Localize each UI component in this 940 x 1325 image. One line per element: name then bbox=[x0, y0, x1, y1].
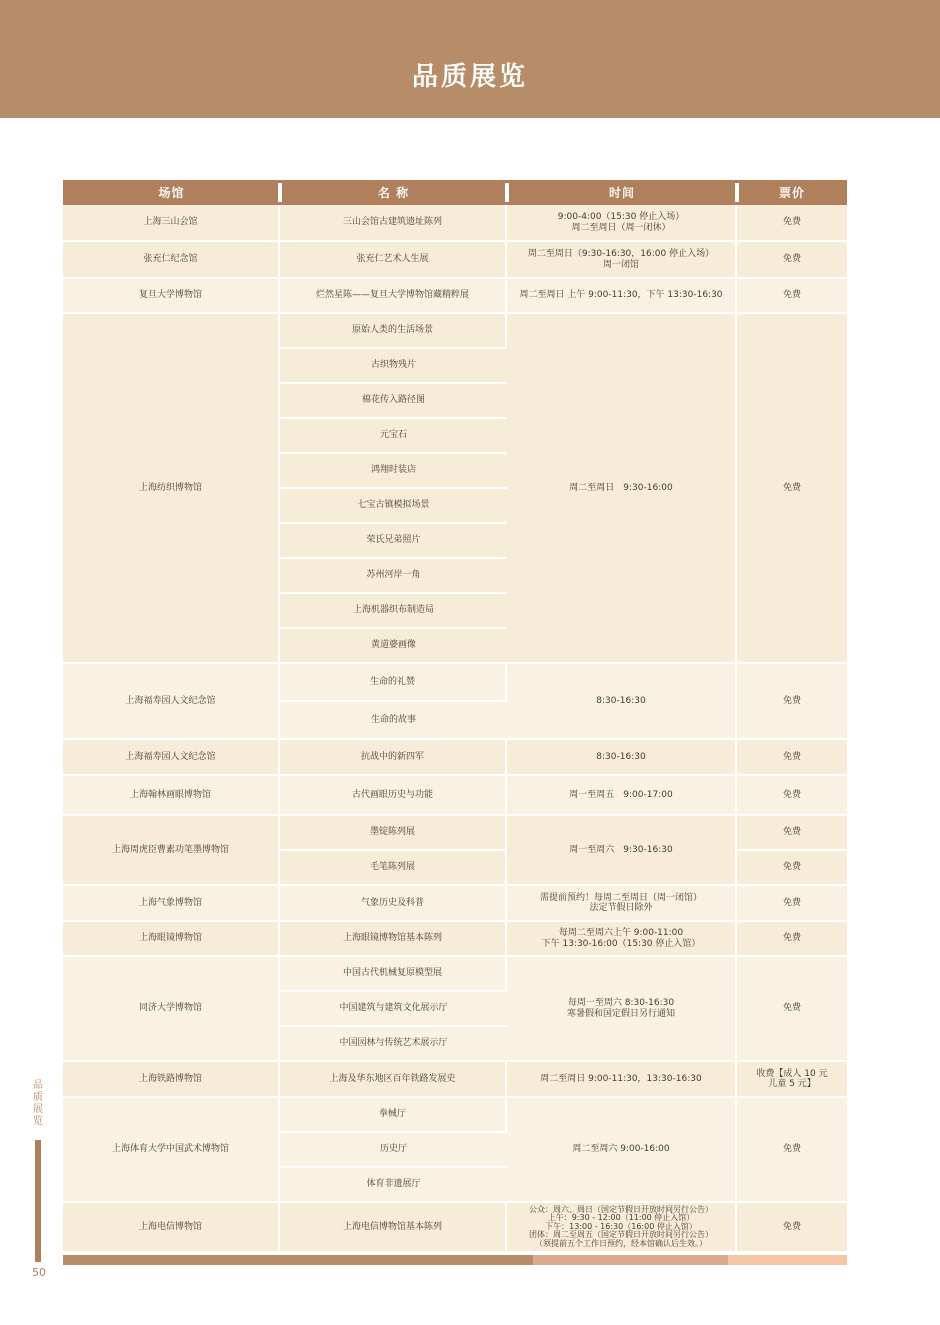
bottom-bar-segment bbox=[533, 1255, 728, 1265]
page-title: 品质展览 bbox=[411, 62, 528, 92]
opening-hours-cell: 周二至周日 9:00-11:30，13:30-16:30 bbox=[507, 1062, 737, 1098]
exhibition-name-cell: 原始人类的生活场景 bbox=[280, 314, 507, 349]
ticket-price-cell: 免费 bbox=[737, 922, 847, 957]
venue-cell: 同济大学博物馆 bbox=[63, 957, 280, 1062]
opening-hours-cell: 周二至周日 上午 9:00-11:30，下午 13:30-16:30 bbox=[507, 279, 737, 314]
table-row bbox=[63, 279, 847, 314]
bottom-bar-segment bbox=[63, 1255, 533, 1265]
ticket-price-cell: 免费 bbox=[737, 664, 847, 740]
exhibition-table-container bbox=[63, 180, 847, 1253]
ticket-price-cell: 免费 bbox=[737, 740, 847, 776]
exhibition-name-cell: 七宝古镇模拟场景 bbox=[280, 489, 507, 524]
ticket-price-cell: 收费【成人 10 元 儿童 5 元】 bbox=[737, 1062, 847, 1098]
header-price: 票价 bbox=[737, 180, 847, 205]
exhibition-name-cell: 生命的故事 bbox=[280, 702, 507, 740]
exhibition-table bbox=[63, 180, 847, 1253]
exhibition-name-cell: 荣氏兄弟照片 bbox=[280, 524, 507, 559]
venue-cell: 复旦大学博物馆 bbox=[63, 279, 280, 314]
venue-cell: 上海三山会馆 bbox=[63, 205, 280, 242]
venue-cell: 上海气象博物馆 bbox=[63, 886, 280, 922]
exhibition-name-cell: 中国园林与传统艺术展示厅 bbox=[280, 1027, 507, 1062]
ticket-price-cell: 免费 bbox=[737, 279, 847, 314]
bottom-bar-segment bbox=[728, 1255, 847, 1265]
opening-hours-cell: 每周二至周六上午 9:00-11:00 下午 13:30-16:00（15:30 停止入馆） bbox=[507, 922, 737, 957]
exhibition-name-cell: 墨锭陈列展 bbox=[280, 816, 507, 851]
opening-hours-cell: 周一至周五 9:00-17:00 bbox=[507, 776, 737, 816]
exhibition-name-cell: 拳械厅 bbox=[280, 1098, 507, 1133]
table-row bbox=[63, 242, 847, 279]
opening-hours-cell: 8:30-16:30 bbox=[507, 664, 737, 740]
exhibition-name-cell: 烂然星陈——复旦大学博物馆藏精粹展 bbox=[280, 279, 507, 314]
ticket-price-cell: 免费 bbox=[737, 314, 847, 664]
exhibition-name-cell: 生命的礼赞 bbox=[280, 664, 507, 702]
table-row bbox=[63, 1098, 847, 1133]
page-number: 50 bbox=[32, 1266, 46, 1279]
exhibition-name-cell: 棉花传入路径图 bbox=[280, 384, 507, 419]
ticket-price-cell: 免费 bbox=[737, 957, 847, 1062]
table-row bbox=[63, 957, 847, 992]
header-time: 时间 bbox=[507, 180, 737, 205]
exhibition-name-cell: 上海机器织布制造局 bbox=[280, 594, 507, 629]
exhibition-name-cell: 历史厅 bbox=[280, 1133, 507, 1168]
table-row bbox=[63, 922, 847, 957]
exhibition-name-cell: 三山会馆古建筑遗址陈列 bbox=[280, 205, 507, 242]
table-row bbox=[63, 314, 847, 349]
opening-hours-cell: 需提前预约！每周二至周日（周一闭馆） 法定节假日除外 bbox=[507, 886, 737, 922]
ticket-price-cell: 免费 bbox=[737, 242, 847, 279]
header-name: 名 称 bbox=[280, 180, 507, 205]
ticket-price-cell: 免费 bbox=[737, 886, 847, 922]
header-venue: 场馆 bbox=[63, 180, 280, 205]
table-row bbox=[63, 886, 847, 922]
side-accent-bar bbox=[35, 1140, 41, 1262]
exhibition-name-cell: 鸿翔时装店 bbox=[280, 454, 507, 489]
opening-hours-cell: 公众：周六、周日（国定节假日开放时间另行公告） 上午：9:30 - 12:00（11:00 停止入馆） 下午：13:00 - 16:30（16:00 停止入馆） 团体：周二至周五（国定节假日开放时间另行公告） （须提前五个工作日预约，经本馆确认后生效。） bbox=[507, 1203, 737, 1253]
opening-hours-cell: 每周一至周六 8:30-16:30 寒暑假和国定假日另行通知 bbox=[507, 957, 737, 1062]
opening-hours-cell: 周二至周六 9:00-16:00 bbox=[507, 1098, 737, 1203]
opening-hours-cell: 周一至周六 9:30-16:30 bbox=[507, 816, 737, 886]
table-row bbox=[63, 664, 847, 702]
exhibition-name-cell: 气象历史及科普 bbox=[280, 886, 507, 922]
ticket-price-cell: 免费 bbox=[737, 816, 847, 851]
table-row bbox=[63, 740, 847, 776]
venue-cell: 上海眼镜博物馆 bbox=[63, 922, 280, 957]
exhibition-name-cell: 上海电信博物馆基本陈列 bbox=[280, 1203, 507, 1253]
table-row bbox=[63, 1062, 847, 1098]
ticket-price-cell: 免费 bbox=[737, 851, 847, 886]
exhibition-name-cell: 体育非遗展厅 bbox=[280, 1168, 507, 1203]
exhibition-name-cell: 苏州河岸一角 bbox=[280, 559, 507, 594]
exhibition-name-cell: 中国建筑与建筑文化展示厅 bbox=[280, 992, 507, 1027]
exhibition-name-cell: 抗战中的新四军 bbox=[280, 740, 507, 776]
exhibition-name-cell: 黄道婆画像 bbox=[280, 629, 507, 664]
opening-hours-cell: 周二至周日 9:30-16:00 bbox=[507, 314, 737, 664]
exhibition-name-cell: 古织物残片 bbox=[280, 349, 507, 384]
exhibition-name-cell: 上海眼镜博物馆基本陈列 bbox=[280, 922, 507, 957]
ticket-price-cell: 免费 bbox=[737, 1203, 847, 1253]
venue-cell: 上海福寿园人文纪念馆 bbox=[63, 664, 280, 740]
table-row bbox=[63, 1203, 847, 1253]
title-banner bbox=[0, 0, 940, 118]
table-row bbox=[63, 205, 847, 242]
venue-cell: 上海体育大学中国武术博物馆 bbox=[63, 1098, 280, 1203]
venue-cell: 上海纺织博物馆 bbox=[63, 314, 280, 664]
bottom-decor-bar bbox=[63, 1255, 847, 1265]
side-section-label: 品质展览 bbox=[33, 1080, 43, 1127]
ticket-price-cell: 免费 bbox=[737, 205, 847, 242]
exhibition-name-cell: 张充仁艺术人生展 bbox=[280, 242, 507, 279]
table-header-row bbox=[63, 180, 847, 205]
opening-hours-cell: 周二至周日（9:30-16:30，16:00 停止入场） 周一闭馆 bbox=[507, 242, 737, 279]
venue-cell: 上海福寿园人文纪念馆 bbox=[63, 740, 280, 776]
ticket-price-cell: 免费 bbox=[737, 776, 847, 816]
venue-cell: 上海铁路博物馆 bbox=[63, 1062, 280, 1098]
header-divider bbox=[278, 183, 282, 202]
exhibition-name-cell: 古代画眼历史与功能 bbox=[280, 776, 507, 816]
exhibition-name-cell: 中国古代机械复原模型展 bbox=[280, 957, 507, 992]
header-divider bbox=[505, 183, 509, 202]
exhibition-name-cell: 上海及华东地区百年铁路发展史 bbox=[280, 1062, 507, 1098]
table-row bbox=[63, 776, 847, 816]
venue-cell: 上海翰林画眼博物馆 bbox=[63, 776, 280, 816]
venue-cell: 张充仁纪念馆 bbox=[63, 242, 280, 279]
exhibition-name-cell: 毛笔陈列展 bbox=[280, 851, 507, 886]
venue-cell: 上海周虎臣曹素功笔墨博物馆 bbox=[63, 816, 280, 886]
header-divider bbox=[735, 183, 739, 202]
exhibition-name-cell: 元宝石 bbox=[280, 419, 507, 454]
venue-cell: 上海电信博物馆 bbox=[63, 1203, 280, 1253]
ticket-price-cell: 免费 bbox=[737, 1098, 847, 1203]
opening-hours-cell: 9:00-4:00（15:30 停止入场） 周二至周日（周一闭休） bbox=[507, 205, 737, 242]
opening-hours-cell: 8:30-16:30 bbox=[507, 740, 737, 776]
table-row bbox=[63, 816, 847, 851]
